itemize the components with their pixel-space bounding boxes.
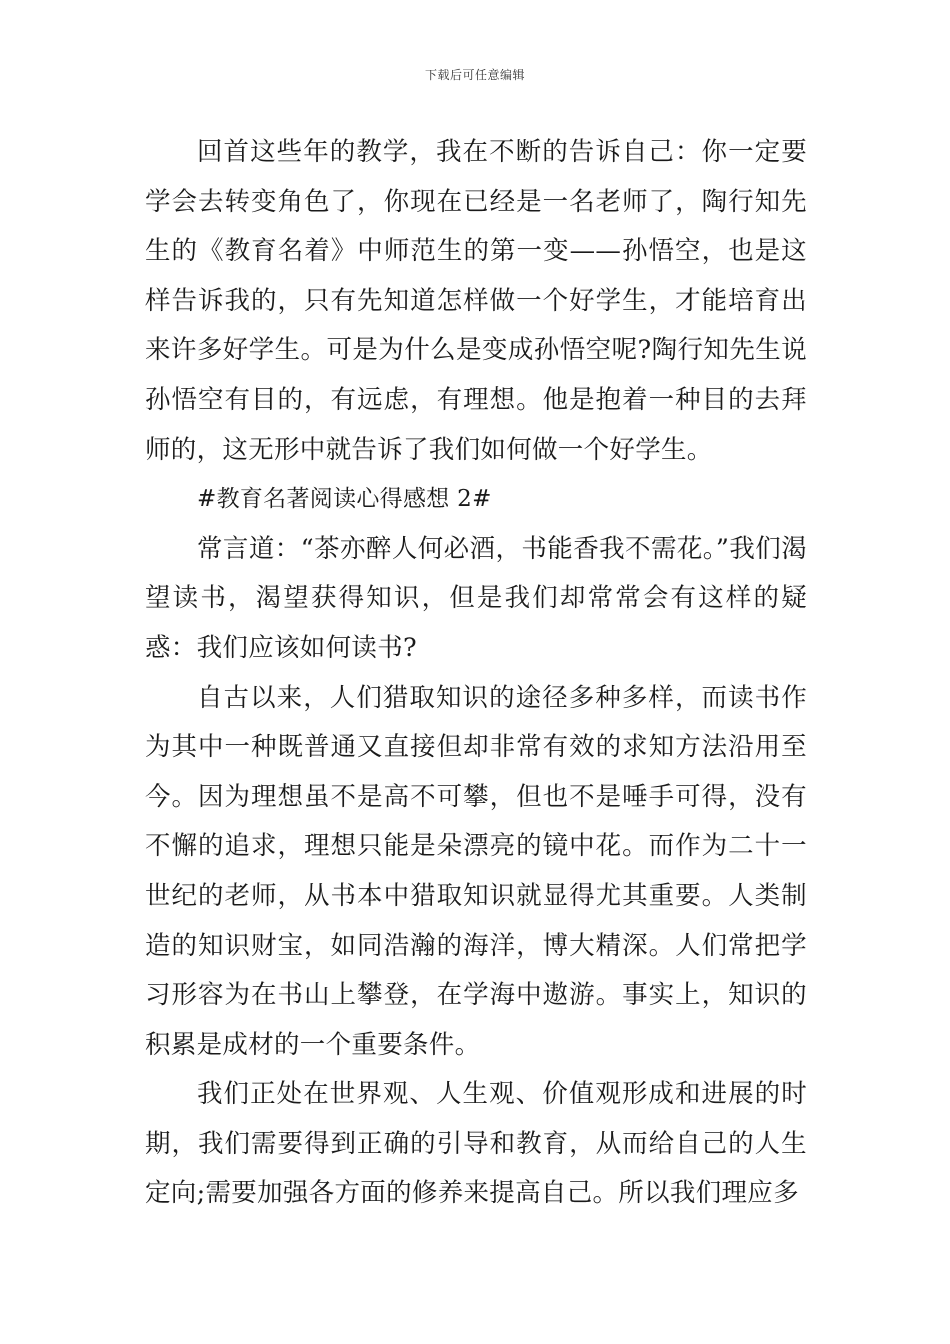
document-body — [145, 128, 807, 1219]
paragraph-reflection: 回首这些年的教学，我在不断的告诉自己：你一定要学会去转变角色了，你现在已经是一名老师了，陶行知先生的《教育名着》中师范生的第一变——孙悟空，也是这样告诉我的，只有先知道怎样做一个好学生，才能培育出来许多好学生。可是为什么是变成孙悟空呢?陶行知先生说孙悟空有目的，有远虑，有理想。他是抱着一种目的去拜师的，这无形中就告诉了我们如何做一个好学生。 — [145, 137, 807, 465]
page-header: 下载后可任意编辑 — [424, 68, 525, 82]
paragraph-knowledge: 自古以来，人们猎取知识的途径多种多样，而读书作为其中一种既普通又直接但却非常有效的求知方法沿用至今。因为理想虽不是高不可攀，但也不是唾手可得，没有不懈的追求，理想只能是朵漂亮的镜中花。而作为二十一世纪的老师，从书本中猎取知识就显得尤其重要。人类制造的知识财宝，如同浩瀚的海洋，博大精深。人们常把学习形容为在书山上攀登，在学海中遨游。事实上，知识的积累是成材的一个重要条件。 — [145, 682, 807, 1060]
paragraph-worldview: 我们正处在世界观、人生观、价值观形成和进展的时期，我们需要得到正确的引导和教育，从而给自己的人生定向;需要加强各方面的修养来提高自己。所以我们理应多 — [145, 1079, 807, 1209]
paragraph-quote: 常言道：“茶亦醉人何必酒，书能香我不需花。”我们渴望读书，渴望获得知识，但是我们却常常会有这样的疑惑：我们应该如何读书? — [145, 533, 807, 663]
section-heading: #教育名著阅读心得感想 2# — [197, 486, 492, 513]
